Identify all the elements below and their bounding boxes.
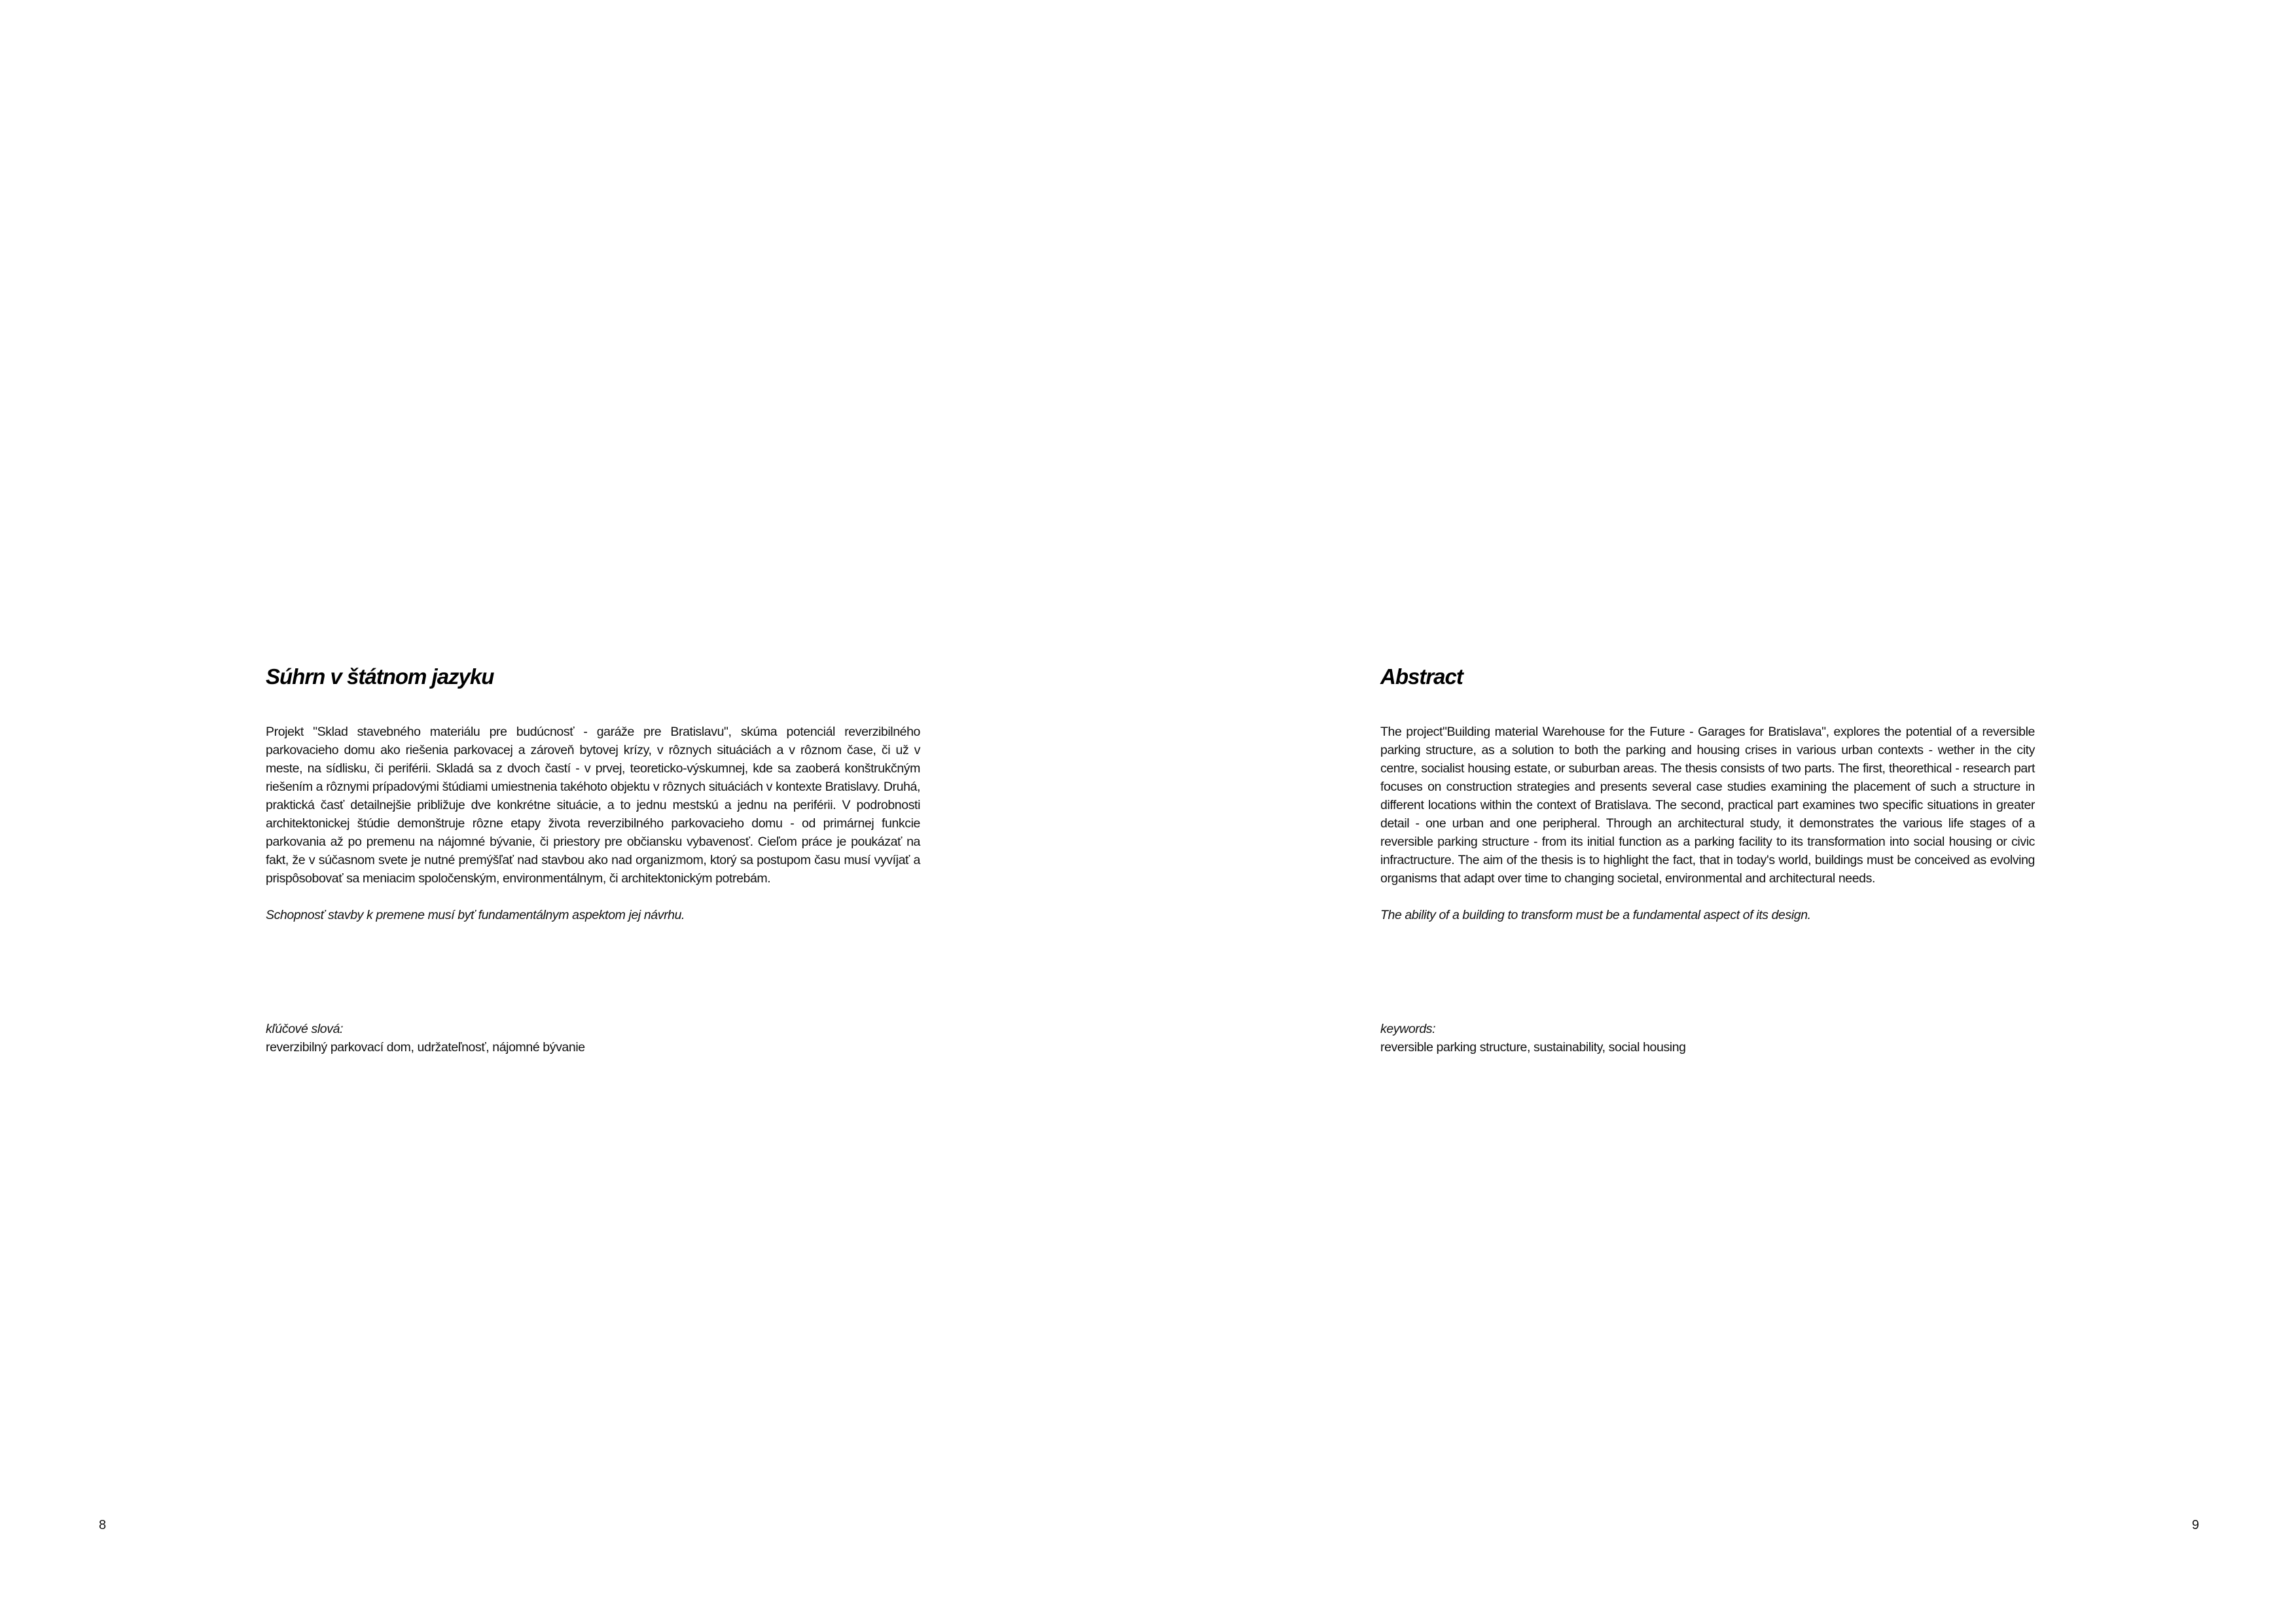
summary-body: Projekt "Sklad stavebného materiálu pre budúcnosť - garáže pre Bratislavu", skúma potenciál reverzibilného parkovacieho domu ako riešenia parkovacej a zároveň bytovej krízy, v rôznych situáciách a v rôznom čase, či už v meste, na sídlisku, či periférii. Skladá sa z dvoch častí - v prvej, teoreticko-výskumnej, kde sa zaoberá konštrukčným riešením a rôznymi prípadovými štúdiami umiestnenia takéhoto objektu v rôznych situáciách v kontexte Bratislavy. Druhá, praktická časť detailnejšie približuje dve konkrétne situácie, a to jednu mestskú a jednu na periférii. V podrobnosti architektonickej štúdie demonštruje rôzne etapy života reverzibilného parkovacieho domu - od primárnej funkcie parkovania až po premenu na nájomné bývanie, či priestory pre občiansku vybavenosť. Cieľom práce je poukázať na fakt, že v súčasnom svete je nutné premýšľať nad stavbou ako nad organizmom, ktorý sa postupom času musí vyvíjať a prispôsobovať sa meniacim spoločenským, environmentálnym, či architektonickým potrebám.: [266, 725, 920, 886]
summary-keywords: [266, 1020, 920, 1056]
page-number: 8: [99, 1518, 107, 1532]
keywords-label: keywords:: [1380, 1022, 1436, 1036]
summary-quote: Schopnosť stavby k premene musí byť fundamentálnym aspektom jej návrhu.: [266, 908, 685, 922]
keywords-label: kľúčové slová:: [266, 1022, 344, 1036]
abstract-section: [1380, 664, 2035, 924]
abstract-keywords: [1380, 1020, 2035, 1056]
abstract-quote: The ability of a building to transform must be a fundamental aspect of its design.: [1380, 908, 1811, 922]
summary-section: [266, 664, 920, 924]
abstract-heading: Abstract: [1380, 664, 1463, 689]
keywords-list: reverzibilný parkovací dom, udržateľnosť, nájomné bývanie: [266, 1040, 585, 1055]
abstract-body: The project"Building material Warehouse for the Future - Garages for Bratislava", explores the potential of a reversible parking structure, as a solution to both the parking and housing crises in various urban contexts - wether in the city centre, socialist housing estate, or suburban areas. The thesis consists of two parts. The first, theorethical - research part focuses on construction strategies and presents several case studies examining the placement of such a structure in different locations within the context of Bratislava. The second, practical part examines two specific situations in greater detail - one urban and one peripheral. Through an architectural study, it demonstrates the various life stages of a reversible parking structure - from its initial function as a parking facility to its transformation into social housing or civic infractructure. The aim of the thesis is to highlight the fact, that in today's world, buildings must be conceived as evolving organisms that adapt over time to changing societal, environmental and architectural needs.: [1380, 725, 2035, 886]
summary-heading: Súhrn v štátnom jazyku: [266, 664, 494, 689]
right-page: [1148, 0, 2296, 1624]
keywords-list: reversible parking structure, sustainability, social housing: [1380, 1040, 1686, 1055]
page-number: 9: [2191, 1518, 2199, 1532]
